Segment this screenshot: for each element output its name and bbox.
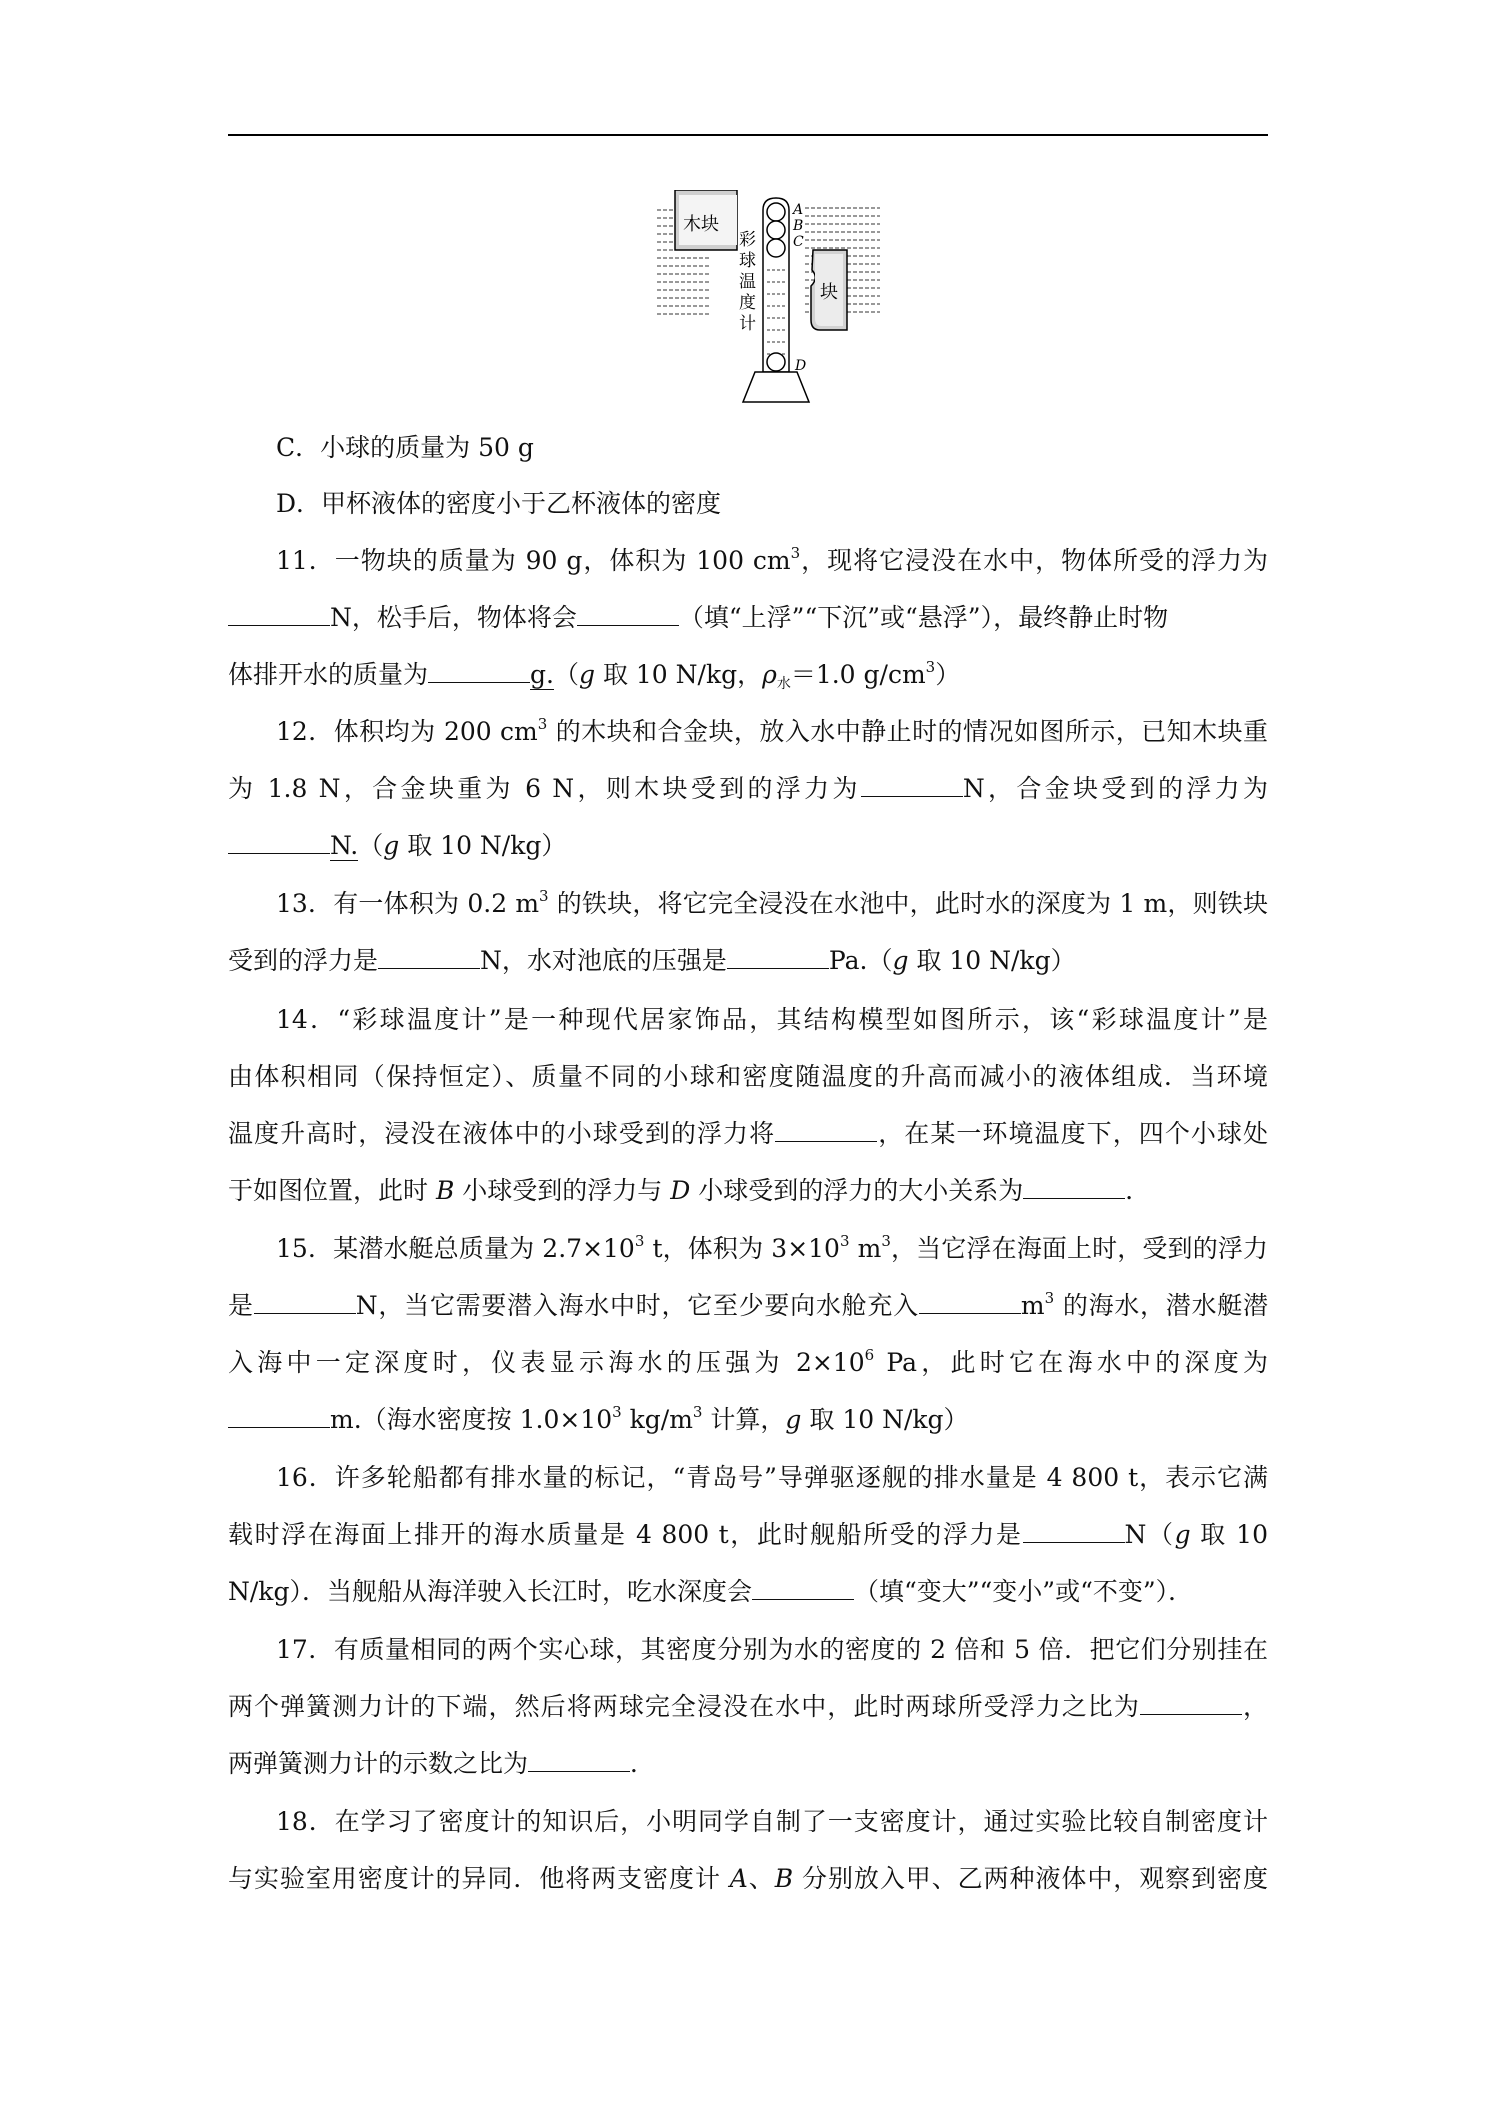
q16-line1 bbox=[276, 1458, 1268, 1498]
q13-text: N，水对池底的压强是 bbox=[480, 946, 727, 975]
q15-text: ，当它浮在海面上时，受到的浮力 bbox=[890, 1234, 1268, 1263]
thermometer-label-char: 彩 bbox=[739, 230, 756, 250]
subscript: 水 bbox=[776, 676, 791, 692]
q14-line1 bbox=[276, 1000, 1268, 1040]
var-b: B bbox=[774, 1864, 794, 1893]
q13-line1 bbox=[276, 884, 1268, 924]
thermometer-label-char: 球 bbox=[739, 251, 756, 271]
q17-line2 bbox=[228, 1687, 1268, 1727]
q15-text: 入海中一定深度时，仪表显示海水的压强为 2×10 bbox=[228, 1348, 865, 1377]
header-rule bbox=[228, 134, 1268, 136]
q14-line3 bbox=[228, 1114, 1268, 1154]
answer-blank[interactable] bbox=[1023, 1172, 1125, 1199]
ball-label-b: B bbox=[793, 218, 804, 234]
var-g: g bbox=[578, 660, 595, 689]
var-g: g bbox=[892, 946, 909, 975]
wood-block bbox=[675, 190, 737, 250]
q12-line3 bbox=[228, 826, 1268, 866]
ball-label-a: A bbox=[793, 202, 804, 218]
answer-blank[interactable] bbox=[428, 656, 530, 683]
answer-blank[interactable] bbox=[727, 942, 829, 969]
q14-text: ． bbox=[1125, 1176, 1151, 1205]
q14-line4 bbox=[228, 1171, 1268, 1211]
thermometer-label-char: 计 bbox=[739, 314, 756, 334]
answer-blank[interactable] bbox=[1140, 1688, 1242, 1715]
q17-text: ， bbox=[1241, 1692, 1268, 1721]
ball-a bbox=[767, 203, 785, 221]
superscript: 3 bbox=[537, 715, 548, 733]
q17-text: 两弹簧测力计的示数之比为 bbox=[228, 1749, 529, 1778]
q15-line4 bbox=[228, 1400, 1268, 1440]
q18-text: 18．在学习了密度计的知识后，小明同学自制了一支密度计，通过实验比较自制密度计 bbox=[276, 1807, 1268, 1836]
q11-text: （ bbox=[553, 660, 579, 689]
var-a: A bbox=[729, 1864, 748, 1893]
q16-text: 16．许多轮船都有排水量的标记，“青岛号”导弹驱逐舰的排水量是 4 800 t，表示它满 bbox=[276, 1463, 1268, 1492]
q17-text: 17．有质量相同的两个实心球，其密度分别为水的密度的 2 倍和 5 倍．把它们分别挂在 bbox=[276, 1635, 1268, 1664]
ball-d bbox=[767, 353, 785, 371]
q15-text: 取 10 N/kg） bbox=[801, 1405, 969, 1434]
var-b: B bbox=[435, 1176, 455, 1205]
q14-text: 由体积相同（保持恒定）、质量不同的小球和密度随温度的升高而减小的液体组成．当环境 bbox=[228, 1062, 1268, 1091]
answer-blank[interactable] bbox=[861, 770, 963, 797]
option-d-text: D．甲杯液体的密度小于乙杯液体的密度 bbox=[276, 489, 722, 518]
q12-line1 bbox=[276, 712, 1268, 752]
q18-text: 与实验室用密度计的异同．他将两支密度计 bbox=[228, 1864, 730, 1893]
q12-text: （ bbox=[358, 831, 384, 860]
q14-text: 14．“彩球温度计”是一种现代居家饰品，其结构模型如图所示，该“彩球温度计”是 bbox=[276, 1005, 1268, 1034]
superscript: 3 bbox=[925, 658, 936, 676]
q15-line3 bbox=[228, 1343, 1268, 1383]
q13-text: 的铁块，将它完全浸没在水池中，此时水的深度为 1 m，则铁块 bbox=[548, 889, 1268, 918]
q17-line3 bbox=[228, 1744, 1268, 1784]
q11-unit: g. bbox=[530, 660, 554, 689]
q11-text: 取 10 N/kg， bbox=[595, 660, 763, 689]
ball-label-d: D bbox=[795, 358, 807, 374]
q15-text: 是 bbox=[228, 1291, 254, 1320]
q15-text: m bbox=[1020, 1291, 1045, 1320]
q18-line2 bbox=[228, 1859, 1268, 1899]
answer-blank[interactable] bbox=[752, 1573, 854, 1600]
superscript: 3 bbox=[539, 887, 549, 905]
wood-block-label: 木块 bbox=[683, 214, 719, 235]
option-c bbox=[276, 428, 1268, 468]
var-rho: ρ bbox=[762, 660, 777, 689]
q15-text: m.（海水密度按 1.0×10 bbox=[330, 1405, 613, 1434]
var-g: g bbox=[1174, 1520, 1191, 1549]
answer-blank[interactable] bbox=[528, 1745, 630, 1772]
q15-text: N，当它需要潜入海水中时，它至少要向水舱充入 bbox=[355, 1291, 919, 1320]
answer-blank[interactable] bbox=[919, 1287, 1021, 1314]
answer-blank[interactable] bbox=[775, 1115, 877, 1142]
q17-text: ． bbox=[630, 1749, 656, 1778]
q15-text: 的海水，潜水艇潜 bbox=[1054, 1291, 1268, 1320]
superscript: 3 bbox=[692, 1403, 703, 1421]
q15-line1 bbox=[276, 1229, 1268, 1269]
q15-line2 bbox=[228, 1286, 1268, 1326]
q15-text: kg/m bbox=[621, 1405, 693, 1434]
thermometer-label-char: 温 bbox=[739, 272, 756, 292]
answer-blank[interactable] bbox=[228, 1401, 330, 1428]
q16-text: （填“变大”“变小”或“不变”）． bbox=[853, 1577, 1194, 1606]
q13-text: 受到的浮力是 bbox=[228, 946, 379, 975]
q18-text: 分别放入甲、乙两种液体中，观察到密度 bbox=[793, 1864, 1268, 1893]
q16-line2 bbox=[228, 1515, 1268, 1555]
figure-illustration bbox=[655, 190, 920, 410]
alloy-block bbox=[811, 250, 847, 330]
q13-line2 bbox=[228, 941, 1268, 981]
var-g: g bbox=[383, 831, 400, 860]
option-c-text: C．小球的质量为 50 g bbox=[276, 433, 534, 462]
q11-text: N，松手后，物体将会 bbox=[330, 603, 577, 632]
q13-text: 13．有一体积为 0.2 m bbox=[276, 889, 540, 918]
q15-text: Pa，此时它在海水中的深度为 bbox=[874, 1348, 1268, 1377]
q17-text: 两个弹簧测力计的下端，然后将两球完全浸没在水中，此时两球所受浮力之比为 bbox=[228, 1692, 1140, 1721]
ball-c bbox=[767, 239, 785, 257]
q16-text: 载时浮在海面上排开的海水质量是 4 800 t，此时舰船所受的浮力是 bbox=[228, 1520, 1023, 1549]
q17-line1 bbox=[276, 1630, 1268, 1670]
q14-text: 于如图位置，此时 bbox=[228, 1176, 436, 1205]
q14-text: 小球受到的浮力与 bbox=[454, 1176, 671, 1205]
ball-letter-labels bbox=[791, 202, 806, 374]
superscript: 3 bbox=[790, 544, 801, 562]
answer-blank[interactable] bbox=[254, 1287, 356, 1314]
q13-text: 取 10 N/kg） bbox=[908, 946, 1076, 975]
superscript: 3 bbox=[1044, 1289, 1055, 1307]
thermometer-label-char: 度 bbox=[739, 293, 756, 313]
answer-blank[interactable] bbox=[228, 599, 330, 626]
q12-text: 取 10 N/kg） bbox=[399, 831, 567, 860]
q14-line2 bbox=[228, 1057, 1268, 1097]
q16-text: 取 10 bbox=[1190, 1520, 1268, 1549]
answer-blank[interactable] bbox=[1023, 1516, 1125, 1543]
q12-text: 12．体积均为 200 cm bbox=[276, 717, 538, 746]
q14-text: 温度升高时，浸没在液体中的小球受到的浮力将 bbox=[228, 1119, 776, 1148]
q18-line1 bbox=[276, 1802, 1268, 1842]
superscript: 3 bbox=[612, 1403, 622, 1421]
q16-text: N/kg）．当舰船从海洋驶入长江时，吃水深度会 bbox=[228, 1577, 752, 1606]
q13-text: Pa.（ bbox=[828, 946, 893, 975]
q18-text: 、 bbox=[747, 1864, 775, 1893]
q15-text: t，体积为 3×10 bbox=[644, 1234, 840, 1263]
q12-text: 为 1.8 N，合金块重为 6 N，则木块受到的浮力为 bbox=[228, 774, 861, 803]
alloy-block-label: 块 bbox=[820, 282, 838, 303]
q11-text: 11．一物块的质量为 90 g，体积为 100 cm bbox=[276, 546, 791, 575]
q11-text: ＝1.0 g/cm bbox=[790, 660, 926, 689]
superscript: 3 bbox=[881, 1232, 891, 1250]
q11-line2 bbox=[228, 598, 1268, 638]
option-d bbox=[276, 484, 1268, 524]
answer-blank[interactable] bbox=[577, 599, 679, 626]
superscript: 3 bbox=[634, 1232, 645, 1250]
q11-text: （填“上浮”“下沉”或“悬浮”），最终静止时物 bbox=[678, 603, 1169, 632]
answer-blank[interactable] bbox=[228, 827, 330, 854]
ball-label-c: C bbox=[793, 234, 804, 250]
q15-text: 15．某潜水艇总质量为 2.7×10 bbox=[276, 1234, 635, 1263]
q11-line3 bbox=[228, 655, 1268, 695]
superscript: 6 bbox=[864, 1346, 875, 1364]
q11-text: ，现将它浸没在水中，物体所受的浮力为 bbox=[800, 546, 1268, 575]
answer-blank[interactable] bbox=[378, 942, 480, 969]
q11-text: ） bbox=[935, 660, 961, 689]
q14-text: 小球受到的浮力的大小关系为 bbox=[690, 1176, 1024, 1205]
q11-text: 体排开水的质量为 bbox=[228, 660, 429, 689]
q12-line2 bbox=[228, 769, 1268, 809]
q14-text: ，在某一环境温度下，四个小球处 bbox=[877, 1119, 1268, 1148]
q15-text: 计算， bbox=[702, 1405, 786, 1434]
var-g: g bbox=[785, 1405, 802, 1434]
q11-line1 bbox=[276, 541, 1268, 581]
q16-text: N（ bbox=[1124, 1520, 1175, 1549]
q12-text: 的木块和合金块，放入水中静止时的情况如图所示，已知木块重 bbox=[547, 717, 1269, 746]
q12-text: N，合金块受到的浮力为 bbox=[962, 774, 1268, 803]
q12-unit: N. bbox=[330, 831, 359, 860]
ball-b bbox=[767, 221, 785, 239]
q15-text: m bbox=[849, 1234, 882, 1263]
q16-line3 bbox=[228, 1572, 1268, 1612]
thermometer-vertical-label bbox=[739, 230, 756, 334]
superscript: 3 bbox=[839, 1232, 850, 1250]
var-d: D bbox=[670, 1176, 691, 1205]
